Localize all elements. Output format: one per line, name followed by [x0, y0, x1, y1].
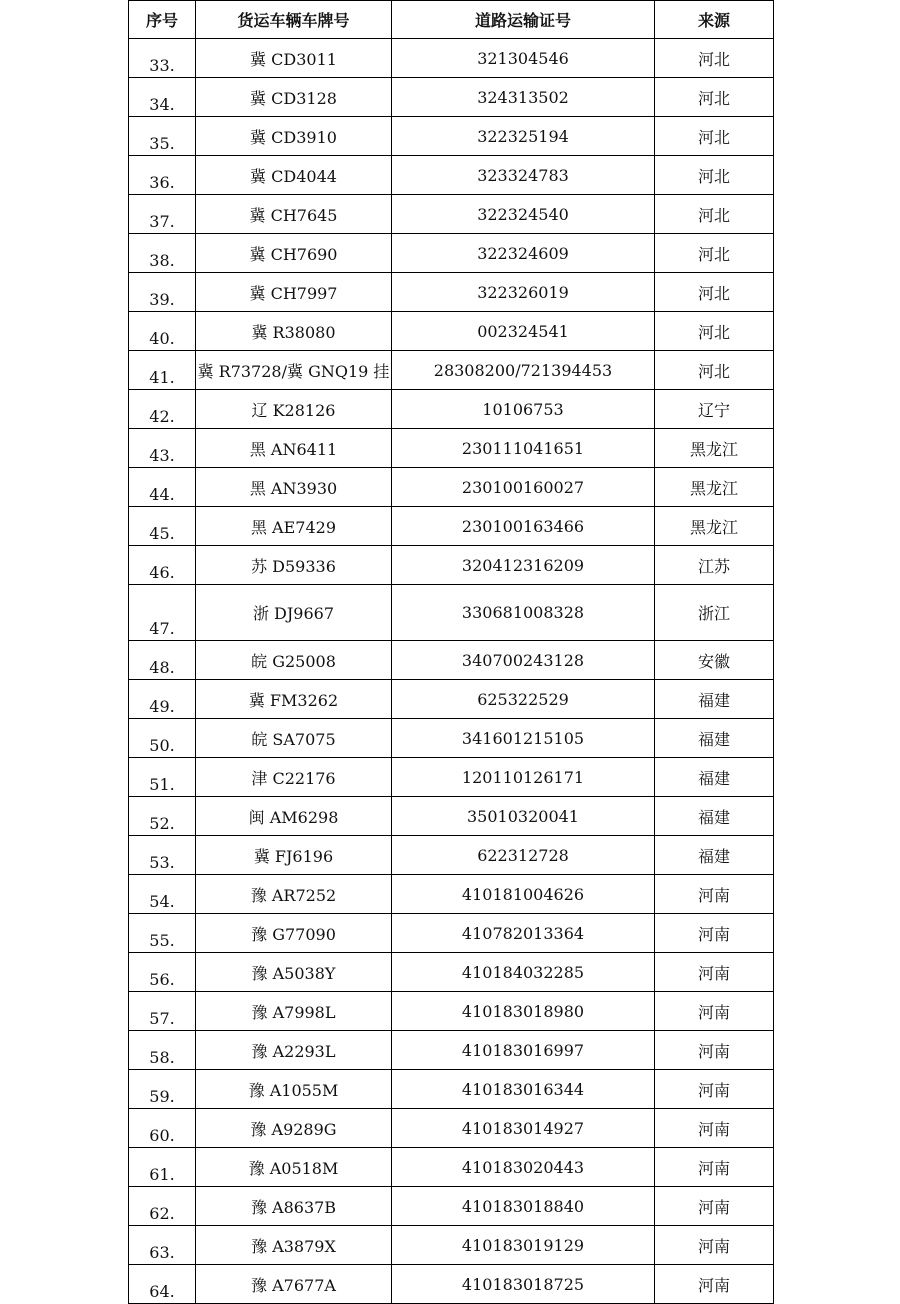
row-plate: 豫 AR7252 [196, 875, 392, 914]
row-seq: 36. [129, 156, 196, 195]
row-source: 河北 [655, 78, 774, 117]
row-permit: 410183018980 [392, 992, 655, 1031]
row-plate: 豫 A1055M [196, 1070, 392, 1109]
row-permit: 410183018725 [392, 1265, 655, 1304]
row-plate: 黑 AN3930 [196, 468, 392, 507]
row-seq: 57. [129, 992, 196, 1031]
row-plate: 豫 A8637B [196, 1187, 392, 1226]
row-seq: 49. [129, 680, 196, 719]
row-plate: 冀 CH7997 [196, 273, 392, 312]
row-plate: 冀 CD4044 [196, 156, 392, 195]
row-seq: 56. [129, 953, 196, 992]
row-source: 浙江 [655, 585, 774, 641]
row-seq: 50. [129, 719, 196, 758]
header-plate: 货运车辆车牌号 [196, 1, 392, 39]
row-plate: 豫 A3879X [196, 1226, 392, 1265]
row-seq: 52. [129, 797, 196, 836]
table-body [129, 39, 774, 1304]
table-row [129, 1031, 774, 1070]
table-row [129, 1070, 774, 1109]
table-row [129, 546, 774, 585]
row-source: 河南 [655, 992, 774, 1031]
row-plate: 皖 G25008 [196, 641, 392, 680]
row-permit: 321304546 [392, 39, 655, 78]
row-source: 河北 [655, 273, 774, 312]
row-seq: 33. [129, 39, 196, 78]
header-row [129, 1, 774, 39]
row-seq: 61. [129, 1148, 196, 1187]
row-permit: 340700243128 [392, 641, 655, 680]
row-plate: 津 C22176 [196, 758, 392, 797]
row-plate: 豫 A0518M [196, 1148, 392, 1187]
row-source: 河北 [655, 39, 774, 78]
table-row [129, 914, 774, 953]
row-plate: 冀 FM3262 [196, 680, 392, 719]
row-seq: 43. [129, 429, 196, 468]
row-source: 河南 [655, 1070, 774, 1109]
row-plate: 黑 AE7429 [196, 507, 392, 546]
row-source: 河南 [655, 914, 774, 953]
row-seq: 41. [129, 351, 196, 390]
row-plate: 冀 CD3011 [196, 39, 392, 78]
row-seq: 54. [129, 875, 196, 914]
row-plate: 皖 SA7075 [196, 719, 392, 758]
row-seq: 47. [129, 585, 196, 641]
table-row [129, 875, 774, 914]
table-row [129, 273, 774, 312]
row-seq: 51. [129, 758, 196, 797]
row-plate: 闽 AM6298 [196, 797, 392, 836]
row-permit: 410183016997 [392, 1031, 655, 1070]
row-permit: 622312728 [392, 836, 655, 875]
row-source: 河北 [655, 234, 774, 273]
table-row [129, 312, 774, 351]
row-source: 河北 [655, 351, 774, 390]
table-row [129, 680, 774, 719]
row-seq: 55. [129, 914, 196, 953]
row-permit: 230100160027 [392, 468, 655, 507]
row-permit: 410183016344 [392, 1070, 655, 1109]
row-permit: 324313502 [392, 78, 655, 117]
row-source: 河南 [655, 1109, 774, 1148]
row-plate: 豫 G77090 [196, 914, 392, 953]
table-row [129, 641, 774, 680]
table-row [129, 117, 774, 156]
table-row [129, 836, 774, 875]
row-permit: 410782013364 [392, 914, 655, 953]
header-permit: 道路运输证号 [392, 1, 655, 39]
row-plate: 苏 D59336 [196, 546, 392, 585]
table-row [129, 758, 774, 797]
row-source: 河南 [655, 1148, 774, 1187]
row-permit: 341601215105 [392, 719, 655, 758]
row-permit: 410183014927 [392, 1109, 655, 1148]
row-source: 河北 [655, 195, 774, 234]
row-seq: 64. [129, 1265, 196, 1304]
row-permit: 410181004626 [392, 875, 655, 914]
table-row [129, 39, 774, 78]
row-plate: 豫 A9289G [196, 1109, 392, 1148]
row-source: 河北 [655, 156, 774, 195]
row-permit: 322324540 [392, 195, 655, 234]
row-source: 安徽 [655, 641, 774, 680]
row-source: 福建 [655, 797, 774, 836]
row-plate: 冀 CH7645 [196, 195, 392, 234]
row-permit: 230111041651 [392, 429, 655, 468]
row-plate: 黑 AN6411 [196, 429, 392, 468]
header-seq: 序号 [129, 1, 196, 39]
row-permit: 410183020443 [392, 1148, 655, 1187]
table-row [129, 1226, 774, 1265]
row-seq: 63. [129, 1226, 196, 1265]
row-permit: 625322529 [392, 680, 655, 719]
row-plate: 冀 CD3128 [196, 78, 392, 117]
row-seq: 34. [129, 78, 196, 117]
row-plate: 浙 DJ9667 [196, 585, 392, 641]
row-seq: 60. [129, 1109, 196, 1148]
row-source: 辽宁 [655, 390, 774, 429]
table-row [129, 351, 774, 390]
row-seq: 35. [129, 117, 196, 156]
row-permit: 322325194 [392, 117, 655, 156]
row-source: 江苏 [655, 546, 774, 585]
table-row [129, 719, 774, 758]
row-source: 河南 [655, 1187, 774, 1226]
row-source: 福建 [655, 680, 774, 719]
row-permit: 35010320041 [392, 797, 655, 836]
row-seq: 59. [129, 1070, 196, 1109]
row-seq: 38. [129, 234, 196, 273]
row-seq: 45. [129, 507, 196, 546]
row-seq: 40. [129, 312, 196, 351]
row-permit: 230100163466 [392, 507, 655, 546]
row-seq: 44. [129, 468, 196, 507]
row-permit: 120110126171 [392, 758, 655, 797]
table-row [129, 468, 774, 507]
table-row [129, 156, 774, 195]
row-plate: 辽 K28126 [196, 390, 392, 429]
row-plate: 冀 CH7690 [196, 234, 392, 273]
table-row [129, 1148, 774, 1187]
row-plate: 冀 R38080 [196, 312, 392, 351]
row-source: 黑龙江 [655, 507, 774, 546]
table-row [129, 507, 774, 546]
row-permit: 323324783 [392, 156, 655, 195]
table-row [129, 78, 774, 117]
row-plate: 豫 A5038Y [196, 953, 392, 992]
row-permit: 330681008328 [392, 585, 655, 641]
row-source: 黑龙江 [655, 468, 774, 507]
row-seq: 42. [129, 390, 196, 429]
row-permit: 410183019129 [392, 1226, 655, 1265]
row-seq: 39. [129, 273, 196, 312]
row-permit: 410183018840 [392, 1187, 655, 1226]
table-row [129, 1265, 774, 1304]
row-plate: 豫 A2293L [196, 1031, 392, 1070]
row-permit: 10106753 [392, 390, 655, 429]
header-source: 来源 [655, 1, 774, 39]
row-source: 河北 [655, 117, 774, 156]
row-plate: 豫 A7677A [196, 1265, 392, 1304]
row-permit: 320412316209 [392, 546, 655, 585]
table-header [129, 1, 774, 39]
row-source: 河南 [655, 875, 774, 914]
row-seq: 62. [129, 1187, 196, 1226]
row-seq: 53. [129, 836, 196, 875]
freight-vehicle-table [128, 0, 774, 1304]
row-source: 河北 [655, 312, 774, 351]
table-row [129, 195, 774, 234]
table-row [129, 390, 774, 429]
row-source: 河南 [655, 1265, 774, 1304]
row-plate: 冀 R73728/冀 GNQ19 挂 [196, 351, 392, 390]
row-source: 福建 [655, 758, 774, 797]
row-source: 河南 [655, 1031, 774, 1070]
row-permit: 410184032285 [392, 953, 655, 992]
table-row [129, 585, 774, 641]
row-plate: 豫 A7998L [196, 992, 392, 1031]
row-permit: 322324609 [392, 234, 655, 273]
row-seq: 37. [129, 195, 196, 234]
table-row [129, 797, 774, 836]
row-source: 河南 [655, 1226, 774, 1265]
row-seq: 48. [129, 641, 196, 680]
row-source: 河南 [655, 953, 774, 992]
table-row [129, 992, 774, 1031]
table-row [129, 234, 774, 273]
row-permit: 28308200/721394453 [392, 351, 655, 390]
row-plate: 冀 FJ6196 [196, 836, 392, 875]
table-row [129, 953, 774, 992]
row-source: 福建 [655, 719, 774, 758]
row-permit: 322326019 [392, 273, 655, 312]
table-row [129, 1109, 774, 1148]
row-source: 福建 [655, 836, 774, 875]
row-plate: 冀 CD3910 [196, 117, 392, 156]
row-seq: 46. [129, 546, 196, 585]
table-row [129, 429, 774, 468]
row-permit: 002324541 [392, 312, 655, 351]
row-source: 黑龙江 [655, 429, 774, 468]
row-seq: 58. [129, 1031, 196, 1070]
table-row [129, 1187, 774, 1226]
